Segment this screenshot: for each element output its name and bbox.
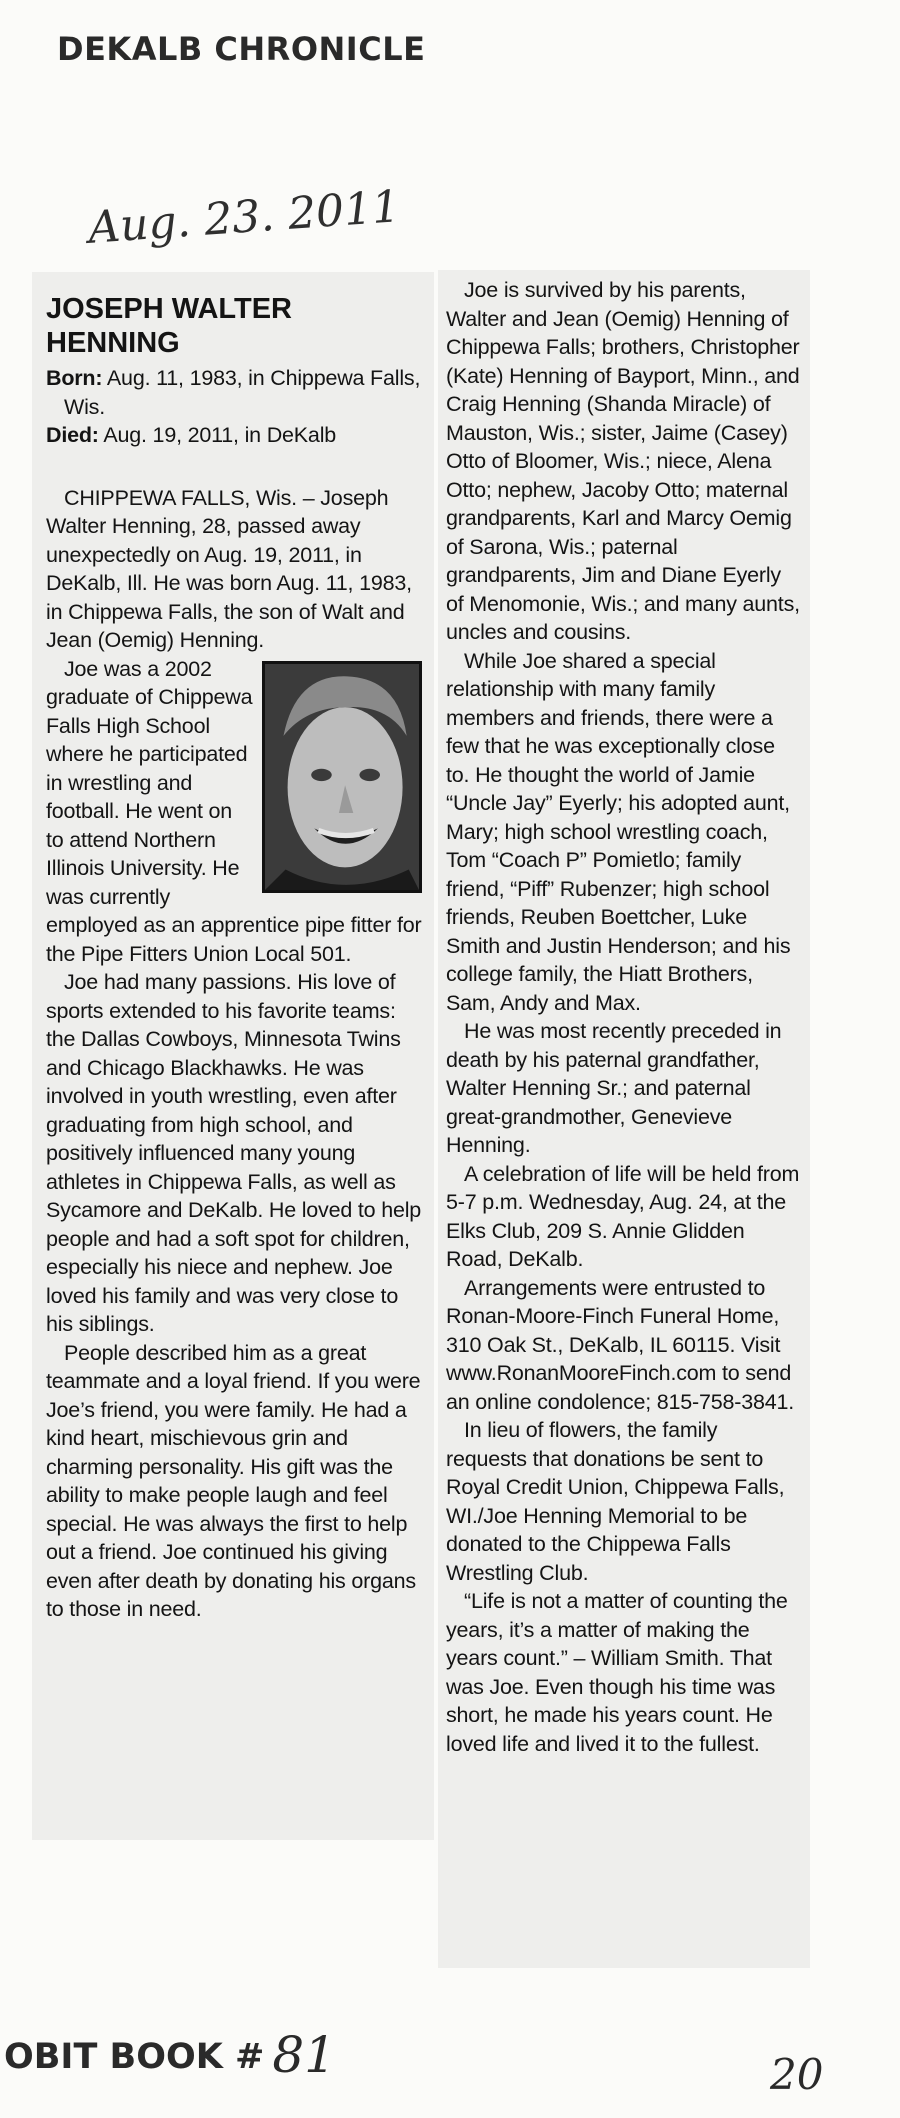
portrait-image (265, 664, 419, 890)
paragraph-survivors: Joe is survived by his parents, Walter and Jean (Oemig) Henning of Chippewa Falls; brothers, Christopher (Kate) Henning of Bayport, Minn., and Craig Henning (Shanda Miracle) of Mauston, Wis.; sister, Jaime (Casey) Otto of Bloomer, Wis.; niece, Alena Otto; nephew, Jacoby Otto; maternal grandparents, Karl and Marcy Oemig of Sarona, Wis.; paternal grandparents, Jim and Diane Eyerly of Menomonie, Wis.; and many aunts, uncles and cousins. (446, 278, 800, 644)
died-line (46, 421, 422, 450)
paragraph-arrangements: Arrangements were entrusted to Ronan-Moore-Finch Funeral Home, 310 Oak St., DeKalb, IL 60115. Visit www.RonanMooreFinch.com to send an online condolence; 815-758-3841. (446, 1275, 795, 1414)
portrait-photo (262, 661, 422, 893)
obit-book-footer (4, 2026, 336, 2084)
paragraph-education: Joe was a 2002 graduate of Chippewa Falls High School where he participated in wrestling and football. He went on to attend Northern Illinois University. He was currently employed as an apprentice pipe fitter for the Pipe Fitters Union Local 501. (46, 656, 422, 966)
masthead: DEKALB CHRONICLE (57, 30, 426, 68)
obituary-name: JOSEPH WALTER HENNING (46, 293, 292, 359)
paragraph-celebration: A celebration of life will be held from 5-7 p.m. Wednesday, Aug. 24, at the Elks Club, 209 S. Annie Glidden Road, DeKalb. (446, 1161, 800, 1271)
paragraph-closing-quote: “Life is not a matter of counting the years, it’s a matter of making the years count.” – William Smith. That was Joe. Even though his time was short, he made his years count. He loved life and lived it to the fullest. (446, 1589, 788, 1756)
paragraph-preceded: He was most recently preceded in death by his paternal grandfather, Walter Henning Sr.; and paternal great-grandmother, Genevieve Henning. (446, 1019, 782, 1157)
died-text: Aug. 19, 2011, in DeKalb (103, 423, 337, 447)
paragraph-passions: Joe had many passions. His love of sports extended to his favorite teams: the Dallas Cowboys, Minnesota Twins and Chicago Blackhawks. He was involved in youth wrestling, even after graduating from high school, and positively influenced many young athletes in Chippewa Falls, as well as Sycamore and DeKalb. He loved to help people and had a soft spot for children, especially his niece and nephew. Joe loved his family and was very close to his siblings. (46, 970, 422, 1336)
obituary-right-column (446, 276, 802, 1758)
born-line (46, 364, 422, 421)
died-label: Died: (46, 423, 99, 447)
handwritten-date: Aug. 23. 2011 (86, 181, 402, 254)
obituary-left-column (46, 292, 422, 1624)
paragraph-intro: CHIPPEWA FALLS, Wis. – Joseph Walter Henning, 28, passed away unexpectedly on Aug. 19, 2011, in DeKalb, Ill. He was born Aug. 11, 1983, in Chippewa Falls, the son of Walt and Jean (Oemig) Henning. (46, 485, 412, 652)
paragraph-character: People described him as a great teammate and a loyal friend. If you were Joe’s friend, you were family. He had a kind heart, mischievous grin and charming personality. His gift was the ability to make people laugh and feel special. He was always the first to help out a friend. Joe continued his giving even after death by donating his organs to those in need. (46, 1340, 421, 1621)
paragraph-close-friends: While Joe shared a special relationship with many family members and friends, there were a few that he was exceptionally close to. He thought the world of Jamie “Uncle Jay” Eyerly; his adopted aunt, Mary; high school wrestling coach, Tom “Coach P” Pomietlo; family friend, “Piff” Rubenzer; high school friends, Reuben Boettcher, Luke Smith and Justin Henderson; and his college family, the Hiatt Brothers, Sam, Andy and Max. (446, 648, 791, 1015)
obit-book-label: OBIT BOOK # (4, 2037, 265, 2077)
paragraph-donations: In lieu of flowers, the family requests that donations be sent to Royal Credit Union, Chippewa Falls, WI./Joe Henning Memorial to be donated to the Chippewa Falls Wrestling Club. (446, 1418, 785, 1585)
obit-book-number: 81 (272, 2026, 336, 2084)
born-text: Aug. 11, 1983, in Chippewa Falls, Wis. (64, 366, 421, 419)
born-label: Born: (46, 366, 103, 390)
page-number: 20 (770, 2050, 824, 2099)
